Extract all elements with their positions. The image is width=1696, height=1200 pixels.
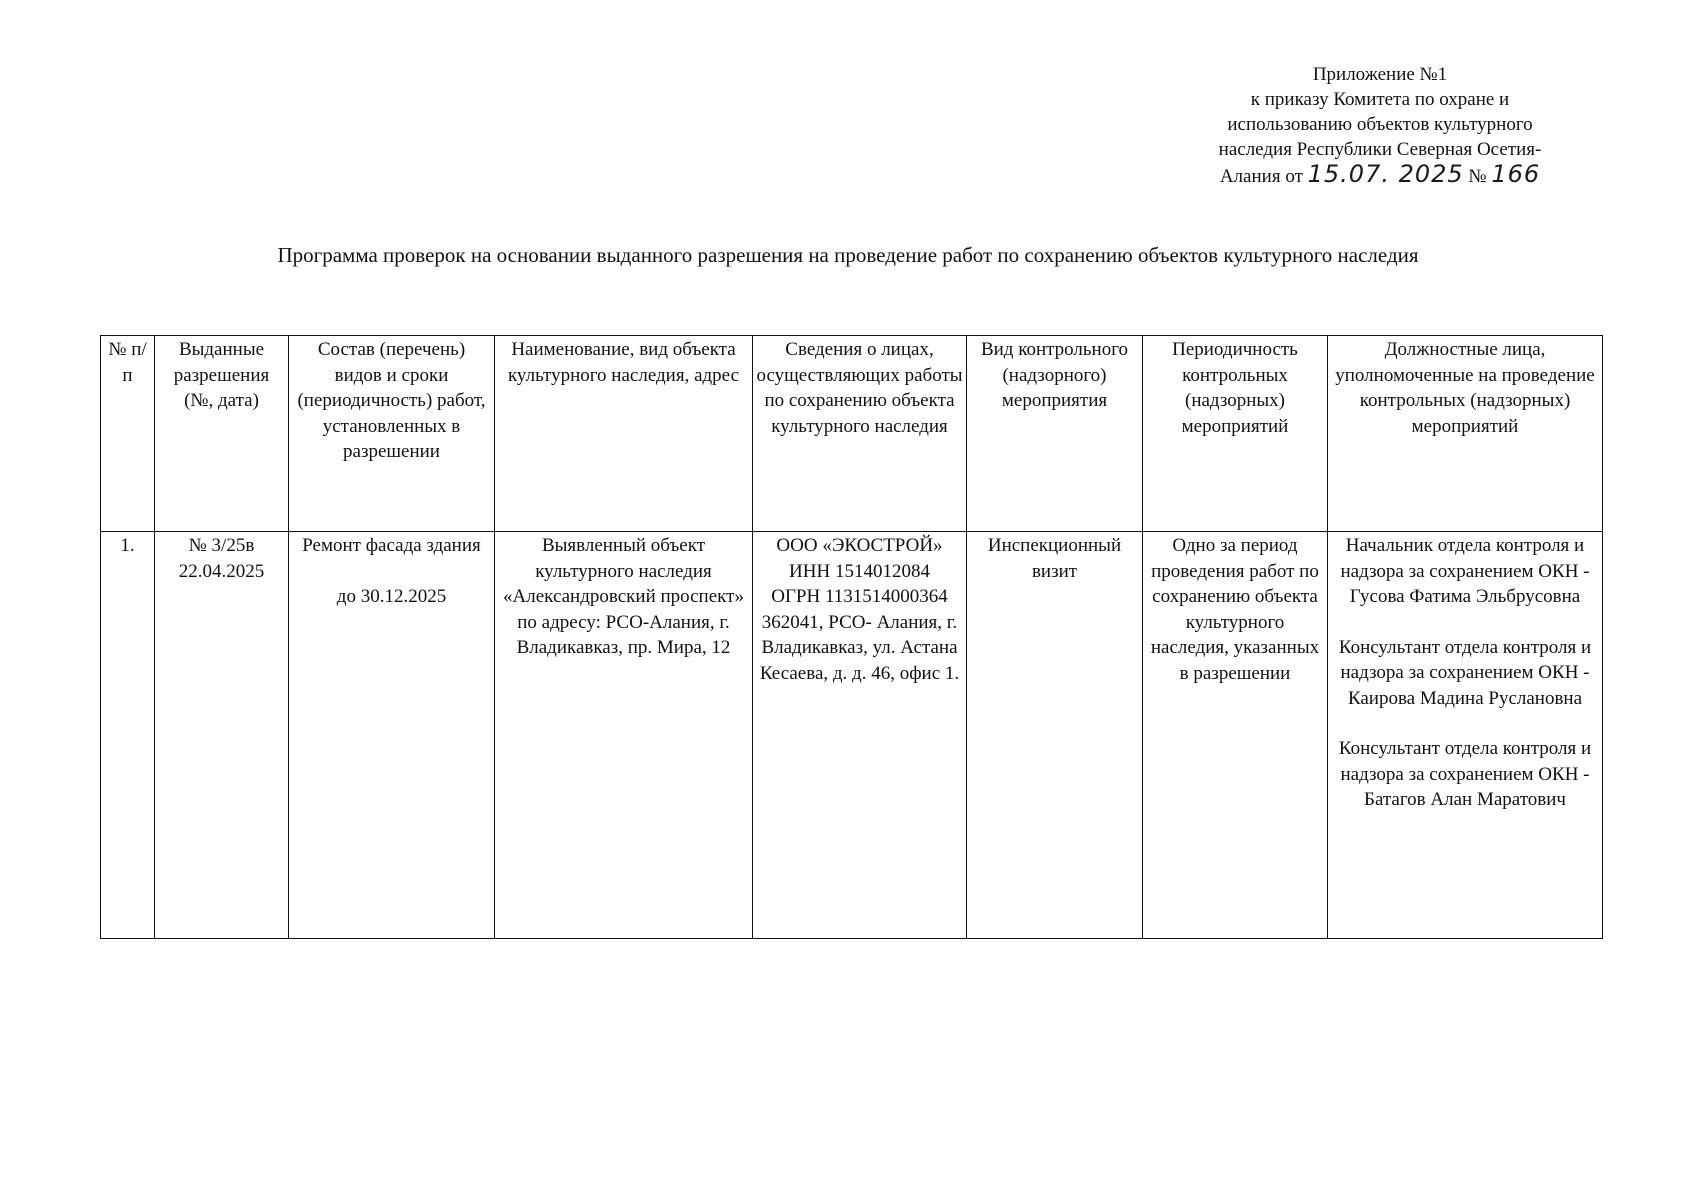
header-officials: Должностные лица, уполномоченные на проведение контрольных (надзорных) мероприятий [1328, 336, 1603, 532]
contractor-inn: ИНН 1514012084 [789, 560, 930, 582]
work-deadline [292, 584, 491, 610]
official-1: Начальник отдела контроля и надзора за сохранением ОКН - Гусова Фатима Эльбрусовна [1340, 535, 1590, 607]
order-number-label: № [1468, 166, 1487, 187]
work-deadline-date: 30.12.2025 [360, 585, 447, 607]
header-control-type: Вид контрольного (надзорного) мероприятия [967, 336, 1143, 532]
header-number: № п/п [101, 336, 155, 532]
cell-periodicity: Одно за период проведения работ по сохранению объекта культурного наследия, указанных в разрешении [1143, 532, 1328, 939]
cell-officials [1328, 532, 1603, 939]
cell-permit [155, 532, 289, 939]
header-contractor: Сведения о лицах, осуществляющих работы по сохранению объекта культурного наследия [753, 336, 967, 532]
appendix-date-line [1160, 162, 1600, 189]
table-header-row [101, 336, 1603, 532]
appendix-line-order: к приказу Комитета по охране и [1250, 89, 1510, 110]
cell-number: 1. [101, 532, 155, 939]
contractor-ogrn: ОГРН 1131514000364 [771, 586, 948, 607]
official-2: Консультант отдела контроля и надзора за сохранением ОКН - Каирова Мадина Руслановна [1338, 636, 1592, 709]
cell-contractor [753, 532, 967, 939]
cell-works [289, 532, 495, 939]
spacer [1331, 610, 1599, 635]
header-permits: Выданные разрешения (№, дата) [155, 336, 289, 532]
appendix-line-committee: использованию объектов культурного [1227, 114, 1533, 135]
permit-number: № 3/25в [188, 535, 255, 556]
spacer [1331, 711, 1599, 736]
table-row [101, 532, 1603, 939]
permit-date: 22.04.2025 [178, 560, 265, 582]
work-type: Ремонт фасада здания [302, 535, 481, 556]
document-title: Программа проверок на основании выданного разрешения на проведение работ по сохранению объектов культурного наследия [277, 243, 1419, 267]
appendix-date-prefix: Алания от [1219, 166, 1303, 187]
official-3: Консультант отдела контроля и надзора за сохранением ОКН - Батагов Алан Маратович [1338, 738, 1592, 810]
inspection-program-table [100, 335, 1603, 939]
handwritten-date: 15.07. 2025 [1307, 160, 1464, 188]
handwritten-order-number: 166 [1491, 160, 1541, 188]
header-object: Наименование, вид объекта культурного наследия, адрес [495, 336, 753, 532]
appendix-line-republic: наследия Республики Северная Осетия- [1218, 139, 1542, 160]
appendix-title: Приложение №1 [1312, 64, 1448, 85]
cell-control-type: Инспекционный визит [967, 532, 1143, 939]
cell-object: Выявленный объект культурного наследия «Александровский проспект» по адресу: РСО-Алания, г. Владикавказ, пр. Мира, 12 [495, 532, 753, 939]
header-periodicity: Периодичность контрольных (надзорных) мероприятий [1143, 336, 1328, 532]
appendix-block [1160, 62, 1600, 189]
header-works: Состав (перечень) видов и сроки (периодичность) работ, установленных в разрешении [289, 336, 495, 532]
contractor-address: 362041, РСО- Алания, г. Владикавказ, ул. Астана Кесаева, д. д. 46, офис 1. [759, 611, 960, 684]
work-deadline-prefix: до [336, 585, 361, 607]
contractor-name: ООО «ЭКОСТРОЙ» [776, 535, 943, 556]
spacer [292, 559, 491, 584]
